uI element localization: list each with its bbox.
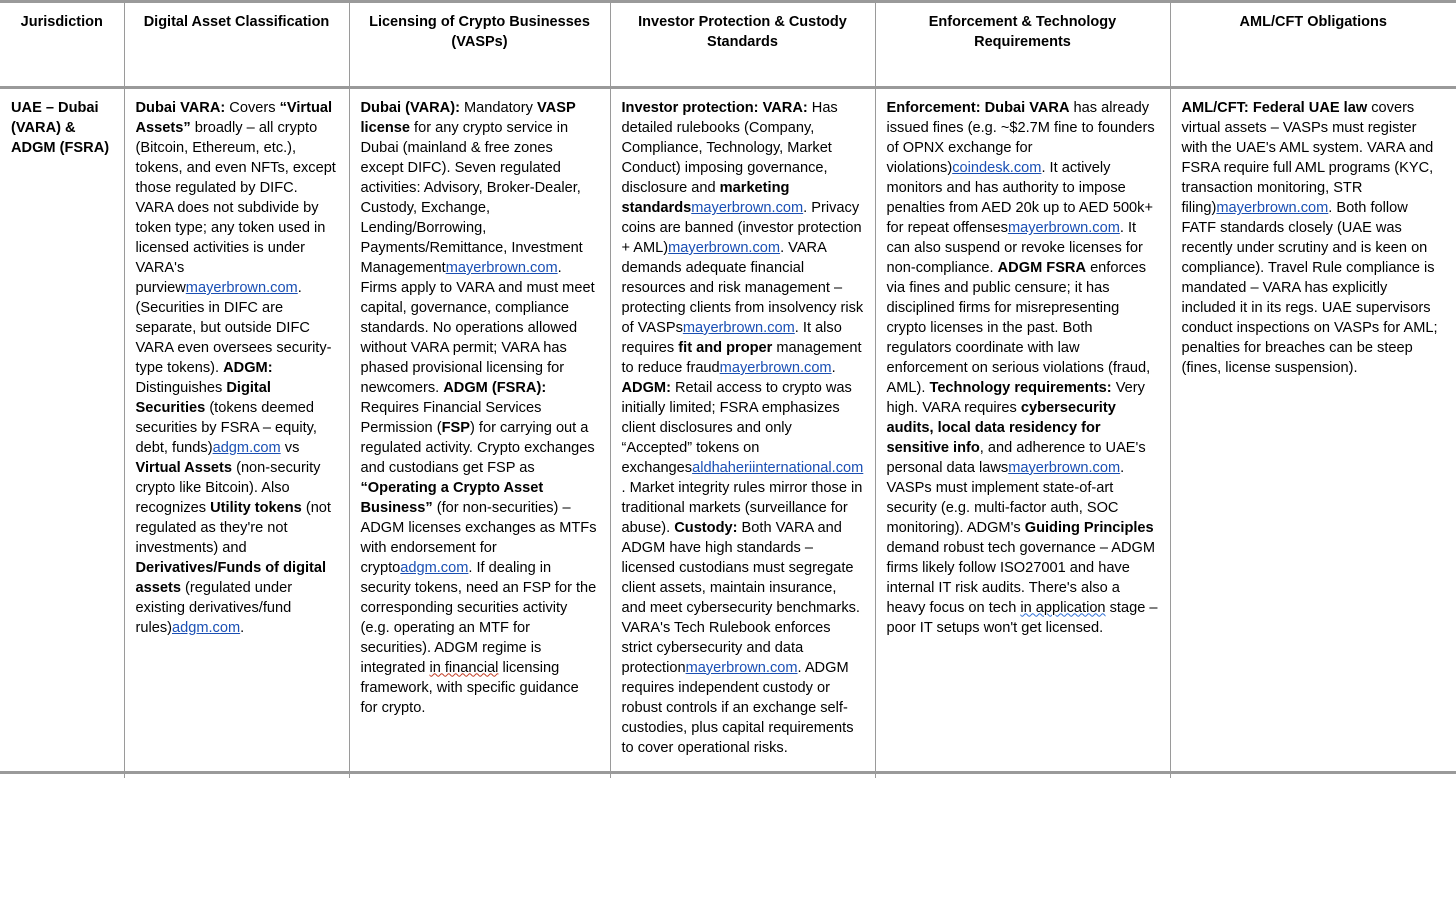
source-link[interactable]: mayerbrown.com — [719, 359, 832, 376]
source-link[interactable]: coindesk.com — [952, 160, 1042, 177]
source-link[interactable]: mayerbrown.com — [1007, 220, 1120, 237]
source-link[interactable]: adgm.com — [172, 619, 241, 636]
column-header-licensing-of-crypto-businesses: Licensing of Crypto Businesses (VASPs) — [349, 2, 610, 88]
cell-digital-asset-classification — [124, 88, 349, 772]
source-link[interactable]: adgm.com — [400, 559, 469, 576]
classification-text: Dubai VARA: Covers “Virtual Assets” broadly – all crypto (Bitcoin, Ethereum, etc.), tokens, and even NFTs, except those regulated by DIFC. VARA does not subdivide by token type; any token used in licensed activities is under VARA's purviewmayerbrown.com. (Securities in DIFC are separate, but outside DIFC VARA even oversees security-type tokens). ADGM: Distinguishes Digital Securities (tokens deemed securities by FSRA – equity, debt, funds)adgm.com vs Virtual Assets (non-security crypto like Bitcoin). Also recognizes Utility tokens (not regulated as they're not investments) and Derivatives/Funds of digital assets (regulated under existing derivatives/fund rules)adgm.com. — [135, 100, 336, 636]
grammarcheck-marked-text: in application — [1020, 599, 1106, 616]
jurisdiction-text: UAE – Dubai (VARA) & ADGM (FSRA) — [11, 100, 110, 157]
column-header-digital-asset-classification: Digital Asset Classification — [124, 2, 349, 88]
cell-aml-cft — [1170, 88, 1456, 772]
source-link[interactable]: mayerbrown.com — [1216, 200, 1329, 217]
source-link[interactable]: adgm.com — [212, 439, 281, 456]
cell-next-3 — [349, 772, 610, 778]
cell-next-2 — [124, 772, 349, 778]
table-header — [0, 2, 1456, 88]
licensing-text: Dubai (VARA): Mandatory VASP license for any crypto service in Dubai (mainland & free zones except DIFC). Seven regulated activities: Advisory, Broker-Dealer, Custody, Exchange, Lending/Borrowing, Payments/Remittance, Investment Managementmayerbrown.com. Firms apply to VARA and must meet capital, governance, compliance standards. No operations allowed without VARA permit; VARA has phased provisional licensing for newcomers. ADGM (FSRA): Requires Financial Services Permission (FSP) for carrying out a regulated activity. Crypto exchanges and custodians get FSP as “Operating a Crypto Asset Business” (for non-securities) – ADGM licenses exchanges as MTFs with endorsement for cryptoadgm.com. If dealing in security tokens, need an FSP for the corresponding securities activity (e.g. operating an MTF for securities). ADGM regime is integrated in financial licensing framework, with specific guidance for crypto. — [360, 100, 597, 716]
source-link[interactable]: aldhaheriinternational.com — [692, 459, 864, 476]
source-link[interactable]: mayerbrown.com — [445, 260, 558, 276]
column-header-aml-cft-obligations: AML/CFT Obligations — [1170, 2, 1456, 88]
cell-next-5 — [875, 772, 1170, 778]
cell-next-6 — [1170, 772, 1456, 778]
cell-jurisdiction — [0, 88, 124, 772]
enforcement-text: Enforcement: Dubai VARA has already issued fines (e.g. ~$2.7M fine to founders of OPNX exchange for violations)coindesk.com. It actively monitors and has authority to impose penalties from AED 20k up to AED 500k+ for repeat offensesmayerbrown.com. It can also suspend or revoke licenses for non-compliance. ADGM FSRA enforces via fines and public censure; it has disciplined firms for misrepresenting crypto licenses in the past. Both regulators coordinate with law enforcement on serious violations (fraud, AML). Technology requirements: Very high. VARA requires cybersecurity audits, local data residency for sensitive info, and adherence to UAE's personal data lawsmayerbrown.com. VASPs must implement state-of-art security (e.g. multi-factor auth, SOC monitoring). ADGM's Guiding Principles demand robust tech governance – ADGM firms likely follow ISO27001 and have internal IT risk audits. There's also a heavy focus on tech in application stage – poor IT setups won't get licensed. — [886, 100, 1158, 636]
aml-cft-text: AML/CFT: Federal UAE law covers virtual assets – VASPs must register with the UAE's AML system. VARA and FSRA require full AML programs (KYC, transaction monitoring, STR filing)mayerbrown.com. Both follow FATF standards closely (UAE was recently under scrutiny and is keen on compliance). Travel Rule compliance is mandated – VARA has explicitly included it in its regs. UAE supervisors conduct inspections on VASPs for AML; penalties for breaches can be steep (fines, license suspension). — [1181, 100, 1438, 376]
table-row-next-partial — [0, 772, 1456, 778]
source-link[interactable]: mayerbrown.com — [185, 279, 298, 296]
spellcheck-marked-text: in financial — [429, 659, 499, 676]
source-link[interactable]: mayerbrown.com — [691, 200, 804, 217]
cell-next-1 — [0, 772, 124, 778]
source-link[interactable]: mayerbrown.com — [682, 319, 795, 336]
cell-enforcement-technology — [875, 88, 1170, 772]
column-header-investor-protection-custody: Investor Protection & Custody Standards — [610, 2, 875, 88]
table-header-row — [0, 2, 1456, 88]
investor-protection-text: Investor protection: VARA: Has detailed rulebooks (Company, Compliance, Technology, Market Conduct) imposing governance, disclosure and marketing standardsmayerbrown.com. Privacy coins are banned (investor protection + AML)mayerbrown.com. VARA demands adequate financial resources and risk management – protecting clients from insolvency risk of VASPsmayerbrown.com. It also requires fit and proper management to reduce fraudmayerbrown.com. ADGM: Retail access to crypto was initially limited; FSRA emphasizes client disclosures and only “Accepted” tokens on exchangesaldhaheriinternational.com. Market integrity rules mirror those in traditional markets (surveillance for abuse). Custody: Both VARA and ADGM have high standards – licensed custodians must segregate client assets, maintain insurance, and meet cybersecurity benchmarks. VARA's Tech Rulebook enforces strict cybersecurity and data protectionmayerbrown.com. ADGM requires independent custody or robust controls if an exchange self-custodies, plus capital requirements to cover operational risks. — [621, 100, 864, 756]
cell-next-4 — [610, 772, 875, 778]
cell-investor-protection — [610, 88, 875, 772]
cell-licensing — [349, 88, 610, 772]
source-link[interactable]: mayerbrown.com — [1008, 459, 1121, 476]
table-body — [0, 88, 1456, 778]
column-header-enforcement-technology: Enforcement & Technology Requirements — [875, 2, 1170, 88]
source-link[interactable]: mayerbrown.com — [668, 240, 781, 257]
table-row — [0, 88, 1456, 772]
column-header-jurisdiction: Jurisdiction — [0, 2, 124, 88]
source-link[interactable]: mayerbrown.com — [685, 659, 798, 676]
